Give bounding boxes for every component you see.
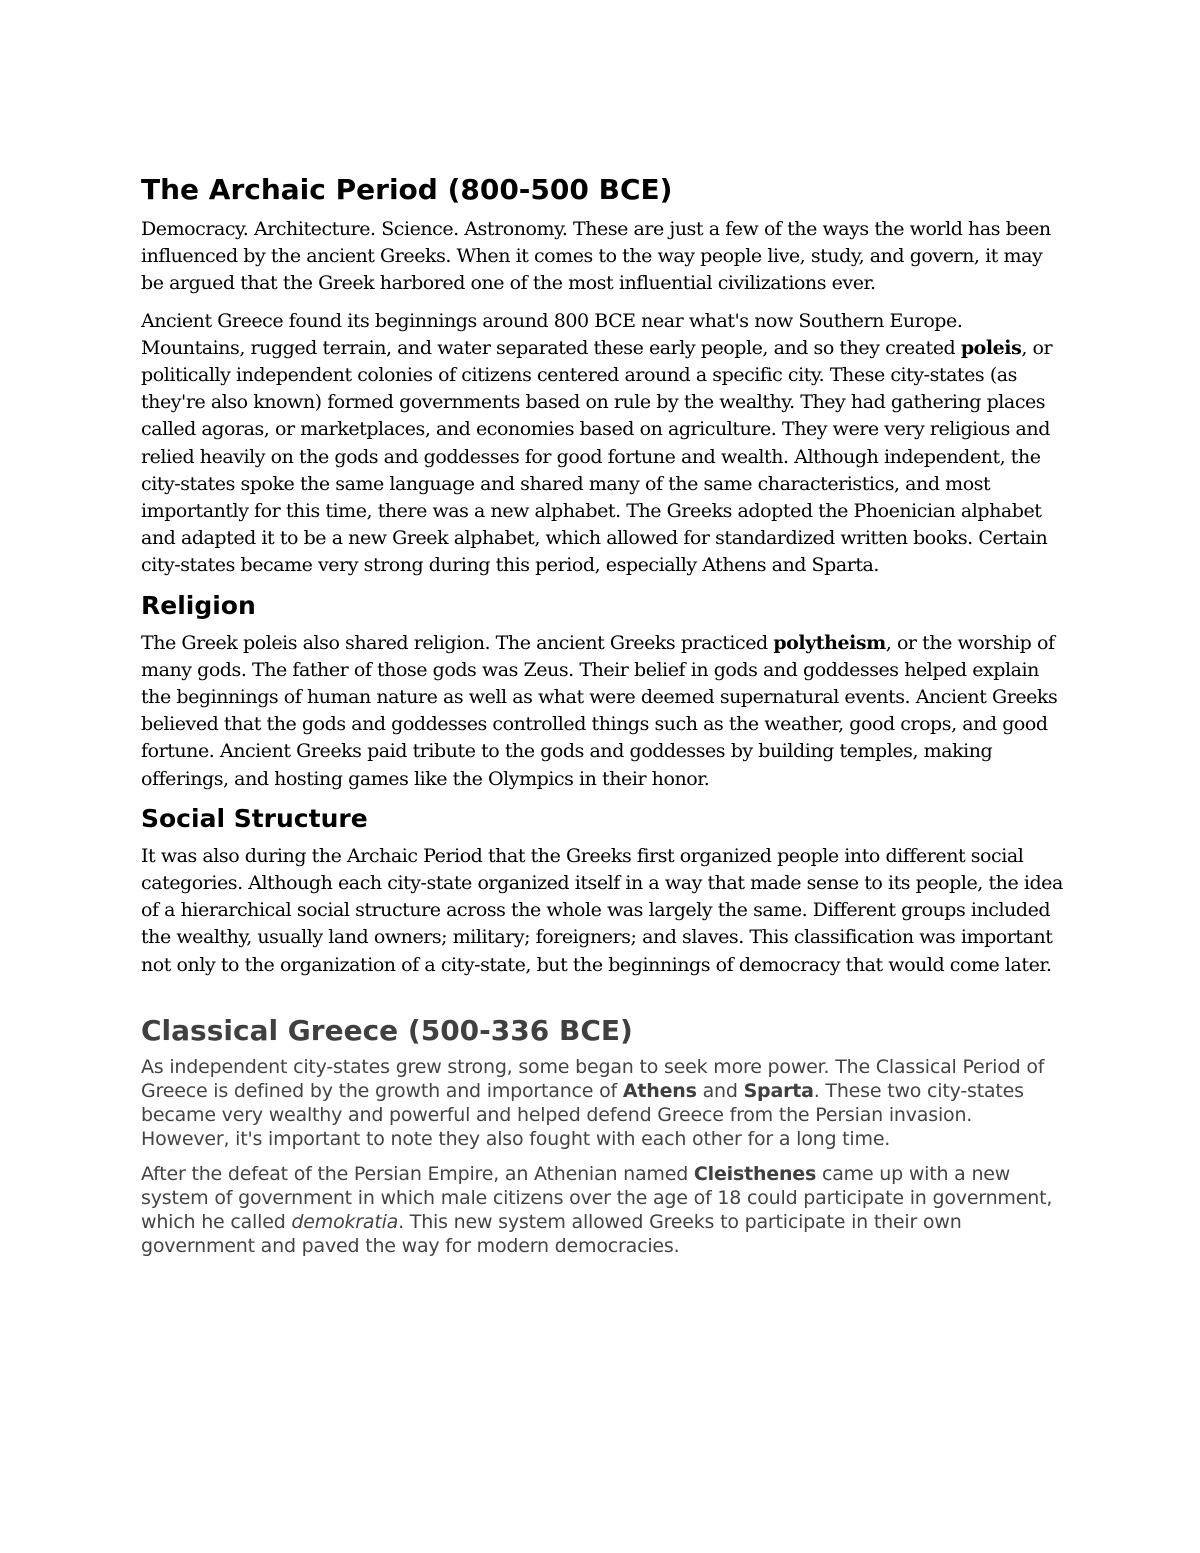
text-run: The Greek poleis also shared religion. The ancient Greeks practiced — [141, 631, 774, 654]
classical-paragraph-2 — [141, 1162, 1066, 1259]
section-title-archaic: The Archaic Period (800-500 BCE) — [141, 173, 673, 206]
text-run: . These two city-states became very wealthy and powerful and helped defend Greece from the Persian invasion. However, it's important to note they also fought with each other for a long time. — [141, 1080, 1024, 1151]
bold-term-sparta: Sparta — [743, 1080, 814, 1103]
classical-paragraph-1 — [141, 1055, 1066, 1152]
section-title-religion: Religion — [141, 590, 256, 620]
text-run: , or politically independent colonies of citizens centered around a specific city. These city-states (as they're also known) formed governments based on rule by the wealthy. They had gathering places called agoras, or marketplaces, and economies based on agriculture. They were very religious and relied heavily on the gods and goddesses for good fortune and wealth. Although independent, the city-states spoke the same language and shared many of the same characteristics, and most importantly for this time, there was a new alphabet. The Greeks adopted the Phoenician alphabet and adapted it to be a new Greek alphabet, which allowed for standardized written books. Certain city-states became very strong during this period, especially Athens and Sparta. — [141, 336, 1053, 577]
text-run: Ancient Greece found its beginnings around 800 BCE near what's now Southern Europe. Mountains, rugged terrain, and water separated these early people, and so they created — [141, 309, 963, 359]
bold-term-poleis: poleis — [960, 336, 1022, 359]
text-run: . This new system allowed Greeks to participate in their own government and paved the way for modern democracies. — [141, 1211, 962, 1258]
social-paragraph-1: It was also during the Archaic Period that the Greeks first organized people into different social categories. Although each city-state organized itself in a way that made sense to its people, the idea of a hierarchical social structure across the whole was largely the same. Different groups included the wealthy, usually land owners; military; foreigners; and slaves. This classification was important not only to the organization of a city-state, but the beginnings of democracy that would come later. — [141, 844, 1063, 976]
archaic-paragraph-2 — [141, 308, 1066, 580]
bold-term-polytheism: polytheism — [773, 631, 886, 654]
bold-term-athens: Athens — [622, 1080, 697, 1103]
religion-paragraph-1 — [141, 630, 1066, 793]
text-run: As independent city-states grew strong, some began to seek more power. The Classical Period of Greece is defined by the growth and importance of — [141, 1055, 1045, 1103]
text-run: came up with a new system of government in which male citizens over the age of 18 could participate in government, which he called — [141, 1162, 1053, 1234]
text-run: , or the worship of many gods. The father of those gods was Zeus. Their belief in gods and goddesses helped explain the beginnings of human nature as well as what were deemed supernatural events. Ancient Greeks believed that the gods and goddesses controlled things such as the weather, good crops, and good fortune. Ancient Greeks paid tribute to the gods and goddesses by building temples, making offerings, and hosting games like the Olympics in their honor. — [141, 631, 1058, 790]
document-page — [141, 160, 1066, 1269]
section-title-classical: Classical Greece (500-336 BCE) — [141, 1013, 633, 1047]
text-run: After the defeat of the Persian Empire, an Athenian named — [141, 1162, 694, 1185]
italic-term-demokratia: demokratia — [291, 1211, 399, 1234]
text-run: and — [696, 1080, 744, 1103]
section-title-social-structure: Social Structure — [141, 803, 368, 833]
bold-term-cleisthenes: Cleisthenes — [693, 1162, 817, 1185]
archaic-paragraph-1: Democracy. Architecture. Science. Astronomy. These are just a few of the ways the world has been influenced by the ancient Greeks. When it comes to the way people live, study, and govern, it may be argued that the Greek harbored one of the most influential civilizations ever. — [141, 218, 1051, 295]
